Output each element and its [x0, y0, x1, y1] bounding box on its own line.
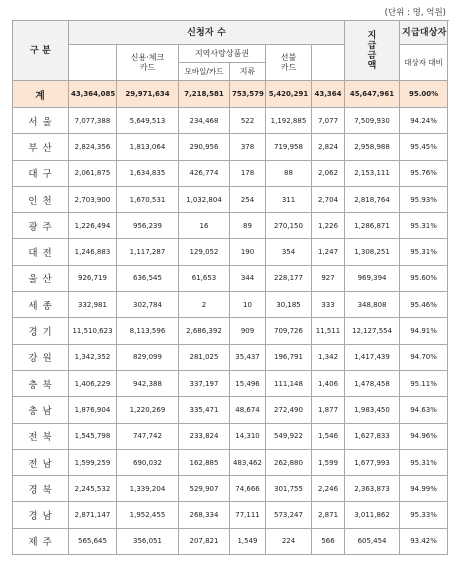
cell-prepaid: 111,148	[266, 370, 312, 396]
cell-card: 1,813,064	[117, 134, 179, 160]
unit-note: (단위 : 명, 억원)	[384, 8, 446, 18]
cell-target: 2,363,873	[345, 476, 400, 502]
cell-target: 1,677,993	[345, 449, 400, 475]
cell-mobile: 207,821	[179, 528, 230, 554]
cell-prepaid: 301,755	[266, 476, 312, 502]
cell-applicants: 2,824,356	[69, 134, 117, 160]
cell-amount: 2,246	[312, 476, 345, 502]
cell-applicants: 2,245,532	[69, 476, 117, 502]
total-paper: 753,579	[230, 81, 266, 108]
cell-amount: 2,062	[312, 160, 345, 186]
cell-mobile: 234,468	[179, 108, 230, 134]
cell-amount: 927	[312, 265, 345, 291]
cell-mobile: 529,907	[179, 476, 230, 502]
cell-mobile: 61,653	[179, 265, 230, 291]
cell-mobile: 162,885	[179, 449, 230, 475]
disaster-relief-fund-table	[12, 20, 448, 555]
cell-applicants: 11,510,623	[69, 318, 117, 344]
cell-region: 울 산	[13, 265, 69, 291]
cell-region: 경 기	[13, 318, 69, 344]
cell-prepaid: 228,177	[266, 265, 312, 291]
cell-ratio: 95.31%	[400, 213, 448, 239]
cell-region: 광 주	[13, 213, 69, 239]
cell-mobile: 2,686,392	[179, 318, 230, 344]
cell-amount: 1,247	[312, 239, 345, 265]
cell-mobile: 1,032,804	[179, 186, 230, 212]
cell-paper: 74,666	[230, 476, 266, 502]
cell-card: 956,239	[117, 213, 179, 239]
cell-mobile: 233,824	[179, 423, 230, 449]
cell-paper: 48,674	[230, 397, 266, 423]
cell-region: 부 산	[13, 134, 69, 160]
total-row	[13, 81, 448, 108]
cell-paper: 909	[230, 318, 266, 344]
cell-mobile: 281,025	[179, 344, 230, 370]
cell-applicants: 2,871,147	[69, 502, 117, 528]
cell-prepaid: 719,958	[266, 134, 312, 160]
cell-paper: 254	[230, 186, 266, 212]
cell-amount: 1,877	[312, 397, 345, 423]
table-row	[13, 449, 448, 475]
cell-prepaid: 88	[266, 160, 312, 186]
cell-applicants: 1,545,798	[69, 423, 117, 449]
table-row	[13, 160, 448, 186]
table-row	[13, 239, 448, 265]
cell-target: 969,394	[345, 265, 400, 291]
total-ratio: 95.00%	[400, 81, 448, 108]
cell-paper: 15,496	[230, 370, 266, 396]
header-target: 지급대상자	[400, 21, 448, 45]
cell-applicants: 1,599,259	[69, 449, 117, 475]
cell-ratio: 94.91%	[400, 318, 448, 344]
header-target-empty	[312, 45, 345, 81]
header-local-voucher: 지역사랑상품권	[179, 45, 266, 63]
cell-applicants: 1,342,352	[69, 344, 117, 370]
cell-ratio: 94.24%	[400, 108, 448, 134]
cell-paper: 35,437	[230, 344, 266, 370]
cell-applicants: 1,876,904	[69, 397, 117, 423]
cell-target: 2,153,111	[345, 160, 400, 186]
cell-region: 세 종	[13, 292, 69, 318]
total-amount: 43,364	[312, 81, 345, 108]
cell-amount: 1,342	[312, 344, 345, 370]
cell-ratio: 95.11%	[400, 370, 448, 396]
cell-card: 302,784	[117, 292, 179, 318]
cell-amount: 1,226	[312, 213, 345, 239]
cell-prepaid: 354	[266, 239, 312, 265]
cell-card: 1,117,287	[117, 239, 179, 265]
cell-target: 12,127,554	[345, 318, 400, 344]
cell-paper: 190	[230, 239, 266, 265]
cell-target: 1,286,871	[345, 213, 400, 239]
cell-amount: 2,871	[312, 502, 345, 528]
cell-ratio: 95.60%	[400, 265, 448, 291]
cell-applicants: 7,077,388	[69, 108, 117, 134]
cell-card: 1,220,269	[117, 397, 179, 423]
cell-amount: 1,406	[312, 370, 345, 396]
table-row	[13, 186, 448, 212]
total-label: 계	[13, 81, 69, 108]
cell-amount: 2,824	[312, 134, 345, 160]
header-applicants: 신청자 수	[69, 21, 345, 45]
cell-target: 1,478,458	[345, 370, 400, 396]
cell-prepaid: 196,791	[266, 344, 312, 370]
table-row	[13, 476, 448, 502]
cell-card: 5,649,513	[117, 108, 179, 134]
header-credit-check-card-empty	[69, 45, 117, 81]
cell-prepaid: 573,247	[266, 502, 312, 528]
cell-paper: 10	[230, 292, 266, 318]
total-target: 45,647,961	[345, 81, 400, 108]
cell-mobile: 268,334	[179, 502, 230, 528]
cell-paper: 378	[230, 134, 266, 160]
cell-target: 1,983,450	[345, 397, 400, 423]
cell-card: 636,545	[117, 265, 179, 291]
cell-ratio: 94.99%	[400, 476, 448, 502]
cell-region: 대 전	[13, 239, 69, 265]
total-mobile: 7,218,581	[179, 81, 230, 108]
table-row	[13, 344, 448, 370]
cell-target: 605,454	[345, 528, 400, 554]
table-row	[13, 502, 448, 528]
cell-ratio: 95.93%	[400, 186, 448, 212]
cell-prepaid: 549,922	[266, 423, 312, 449]
cell-paper: 77,111	[230, 502, 266, 528]
table-row	[13, 265, 448, 291]
cell-applicants: 332,981	[69, 292, 117, 318]
header-mobile-card: 모바일/카드	[179, 63, 230, 81]
cell-paper: 14,310	[230, 423, 266, 449]
cell-target: 2,958,988	[345, 134, 400, 160]
cell-target: 7,509,930	[345, 108, 400, 134]
cell-mobile: 337,197	[179, 370, 230, 396]
cell-paper: 178	[230, 160, 266, 186]
cell-ratio: 95.33%	[400, 502, 448, 528]
cell-paper: 483,462	[230, 449, 266, 475]
cell-card: 829,099	[117, 344, 179, 370]
cell-target: 3,011,862	[345, 502, 400, 528]
cell-ratio: 95.76%	[400, 160, 448, 186]
cell-ratio: 95.31%	[400, 239, 448, 265]
table-row	[13, 370, 448, 396]
cell-region: 충 북	[13, 370, 69, 396]
cell-region: 제 주	[13, 528, 69, 554]
cell-amount: 1,599	[312, 449, 345, 475]
cell-prepaid: 272,490	[266, 397, 312, 423]
cell-prepaid: 270,150	[266, 213, 312, 239]
cell-amount: 11,511	[312, 318, 345, 344]
header-category: 구 분	[13, 21, 69, 81]
table-row	[13, 318, 448, 344]
cell-ratio: 95.31%	[400, 449, 448, 475]
cell-card: 8,113,596	[117, 318, 179, 344]
header-prepaid-card: 선불 카드	[266, 45, 312, 81]
cell-mobile: 2	[179, 292, 230, 318]
cell-amount: 7,077	[312, 108, 345, 134]
cell-region: 인 천	[13, 186, 69, 212]
cell-card: 1,634,835	[117, 160, 179, 186]
cell-applicants: 2,061,875	[69, 160, 117, 186]
header-paper: 지류	[230, 63, 266, 81]
cell-paper: 344	[230, 265, 266, 291]
table-row	[13, 528, 448, 554]
cell-paper: 89	[230, 213, 266, 239]
cell-ratio: 94.96%	[400, 423, 448, 449]
cell-region: 전 북	[13, 423, 69, 449]
cell-ratio: 95.46%	[400, 292, 448, 318]
header-target-ratio: 대상자 대비	[400, 45, 448, 81]
cell-prepaid: 262,880	[266, 449, 312, 475]
cell-region: 경 북	[13, 476, 69, 502]
cell-amount: 1,546	[312, 423, 345, 449]
cell-paper: 522	[230, 108, 266, 134]
cell-amount: 2,704	[312, 186, 345, 212]
cell-applicants: 1,226,494	[69, 213, 117, 239]
cell-ratio: 93.42%	[400, 528, 448, 554]
cell-applicants: 1,406,229	[69, 370, 117, 396]
cell-card: 690,032	[117, 449, 179, 475]
cell-amount: 333	[312, 292, 345, 318]
cell-applicants: 2,703,900	[69, 186, 117, 212]
cell-target: 2,818,764	[345, 186, 400, 212]
cell-region: 강 원	[13, 344, 69, 370]
table-row	[13, 213, 448, 239]
cell-card: 1,952,455	[117, 502, 179, 528]
table-row	[13, 292, 448, 318]
cell-applicants: 565,645	[69, 528, 117, 554]
cell-region: 대 구	[13, 160, 69, 186]
cell-prepaid: 224	[266, 528, 312, 554]
cell-target: 1,308,251	[345, 239, 400, 265]
header-payment-amount	[345, 21, 400, 81]
cell-region: 충 남	[13, 397, 69, 423]
cell-mobile: 129,052	[179, 239, 230, 265]
header-credit-check-card: 신용·체크 카드	[117, 45, 179, 81]
cell-prepaid: 30,185	[266, 292, 312, 318]
cell-card: 1,670,531	[117, 186, 179, 212]
cell-region: 전 남	[13, 449, 69, 475]
cell-card: 1,339,204	[117, 476, 179, 502]
total-prepaid: 5,420,291	[266, 81, 312, 108]
cell-mobile: 426,774	[179, 160, 230, 186]
cell-applicants: 1,246,883	[69, 239, 117, 265]
cell-ratio: 94.70%	[400, 344, 448, 370]
cell-prepaid: 311	[266, 186, 312, 212]
total-card: 29,971,634	[117, 81, 179, 108]
cell-region: 서 울	[13, 108, 69, 134]
cell-mobile: 16	[179, 213, 230, 239]
cell-prepaid: 709,726	[266, 318, 312, 344]
payment-amount-label: 지급 금액	[367, 30, 377, 71]
cell-target: 1,627,833	[345, 423, 400, 449]
table-row	[13, 397, 448, 423]
cell-prepaid: 1,192,885	[266, 108, 312, 134]
table-row	[13, 134, 448, 160]
cell-target: 348,808	[345, 292, 400, 318]
total-applicants: 43,364,085	[69, 81, 117, 108]
cell-paper: 1,549	[230, 528, 266, 554]
cell-ratio: 94.63%	[400, 397, 448, 423]
cell-region: 경 남	[13, 502, 69, 528]
cell-card: 942,388	[117, 370, 179, 396]
cell-applicants: 926,719	[69, 265, 117, 291]
table-row	[13, 423, 448, 449]
cell-ratio: 95.45%	[400, 134, 448, 160]
cell-card: 747,742	[117, 423, 179, 449]
table-row	[13, 108, 448, 134]
cell-target: 1,417,439	[345, 344, 400, 370]
cell-amount: 566	[312, 528, 345, 554]
cell-card: 356,051	[117, 528, 179, 554]
cell-mobile: 290,956	[179, 134, 230, 160]
cell-mobile: 335,471	[179, 397, 230, 423]
